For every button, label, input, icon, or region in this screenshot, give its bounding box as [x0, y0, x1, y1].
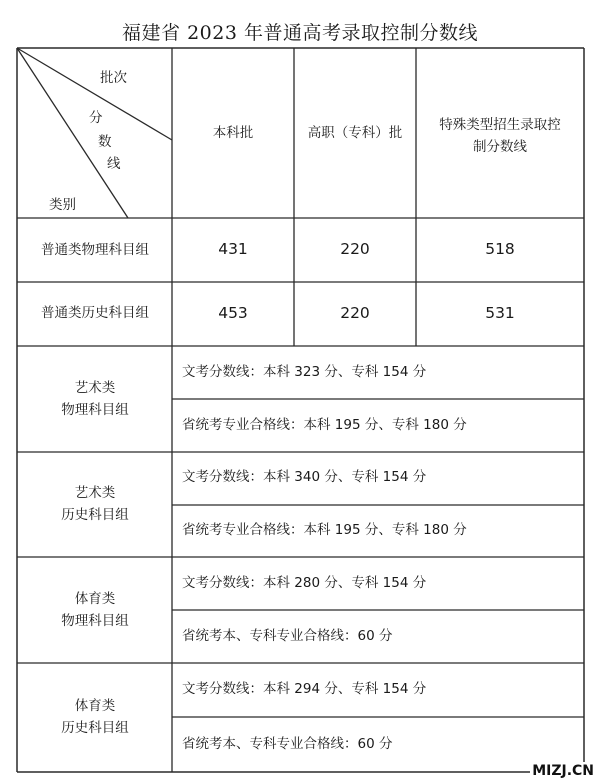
group-4-category [61, 695, 129, 739]
group-4-category-line1: 体育类 [74, 698, 116, 714]
group-4-category-line2: 历史科目组 [61, 720, 129, 736]
header-col-gaozhi: 高职（专科）批 [307, 125, 403, 141]
group-3-category-line1: 体育类 [74, 591, 116, 607]
header-batch-label: 批次 [100, 70, 127, 86]
header-col-benke: 本科批 [212, 125, 254, 141]
group-2-category-line2: 历史科目组 [61, 507, 129, 523]
watermark: MIZJ.CN [532, 763, 594, 779]
row-1-category: 普通类物理科目组 [41, 242, 149, 258]
group-2-culture-line: 文考分数线：本科 340 分、专科 154 分 [182, 469, 427, 485]
header-score-label-1: 分 [89, 110, 103, 126]
header-col-special-line2: 制分数线 [473, 139, 527, 155]
page-title: 福建省 2023 年普通高考录取控制分数线 [122, 22, 478, 44]
row-1-special: 518 [485, 240, 515, 258]
group-2-category-line1: 艺术类 [74, 485, 116, 501]
row-1-gaozhi: 220 [340, 240, 370, 258]
group-2-category [61, 482, 129, 526]
row-2-gaozhi: 220 [340, 304, 370, 322]
group-4-culture-line: 文考分数线：本科 294 分、专科 154 分 [182, 681, 427, 697]
header-col-special-line1: 特殊类型招生录取控 [439, 117, 561, 133]
row-2-special: 531 [485, 304, 515, 322]
group-3-professional-line: 省统考本、专科专业合格线：60 分 [182, 628, 393, 644]
group-3-culture-line: 文考分数线：本科 280 分、专科 154 分 [182, 575, 427, 591]
row-1-benke: 431 [218, 240, 248, 258]
group-1-category [61, 377, 129, 421]
row-2-benke: 453 [218, 304, 248, 322]
header-score-label-3: 线 [107, 156, 121, 172]
group-3-category-line2: 物理科目组 [61, 613, 129, 629]
group-4-professional-line: 省统考本、专科专业合格线：60 分 [182, 736, 393, 752]
group-1-category-line1: 艺术类 [74, 380, 116, 396]
group-2-professional-line: 省统考专业合格线：本科 195 分、专科 180 分 [182, 522, 467, 538]
group-1-category-line2: 物理科目组 [61, 402, 129, 418]
header-score-label-2: 数 [98, 134, 112, 150]
header-category-label: 类别 [49, 197, 76, 213]
group-3-category [61, 588, 129, 632]
group-1-culture-line: 文考分数线：本科 323 分、专科 154 分 [182, 364, 427, 380]
group-1-professional-line: 省统考专业合格线：本科 195 分、专科 180 分 [182, 417, 467, 433]
row-2-category: 普通类历史科目组 [41, 305, 149, 321]
